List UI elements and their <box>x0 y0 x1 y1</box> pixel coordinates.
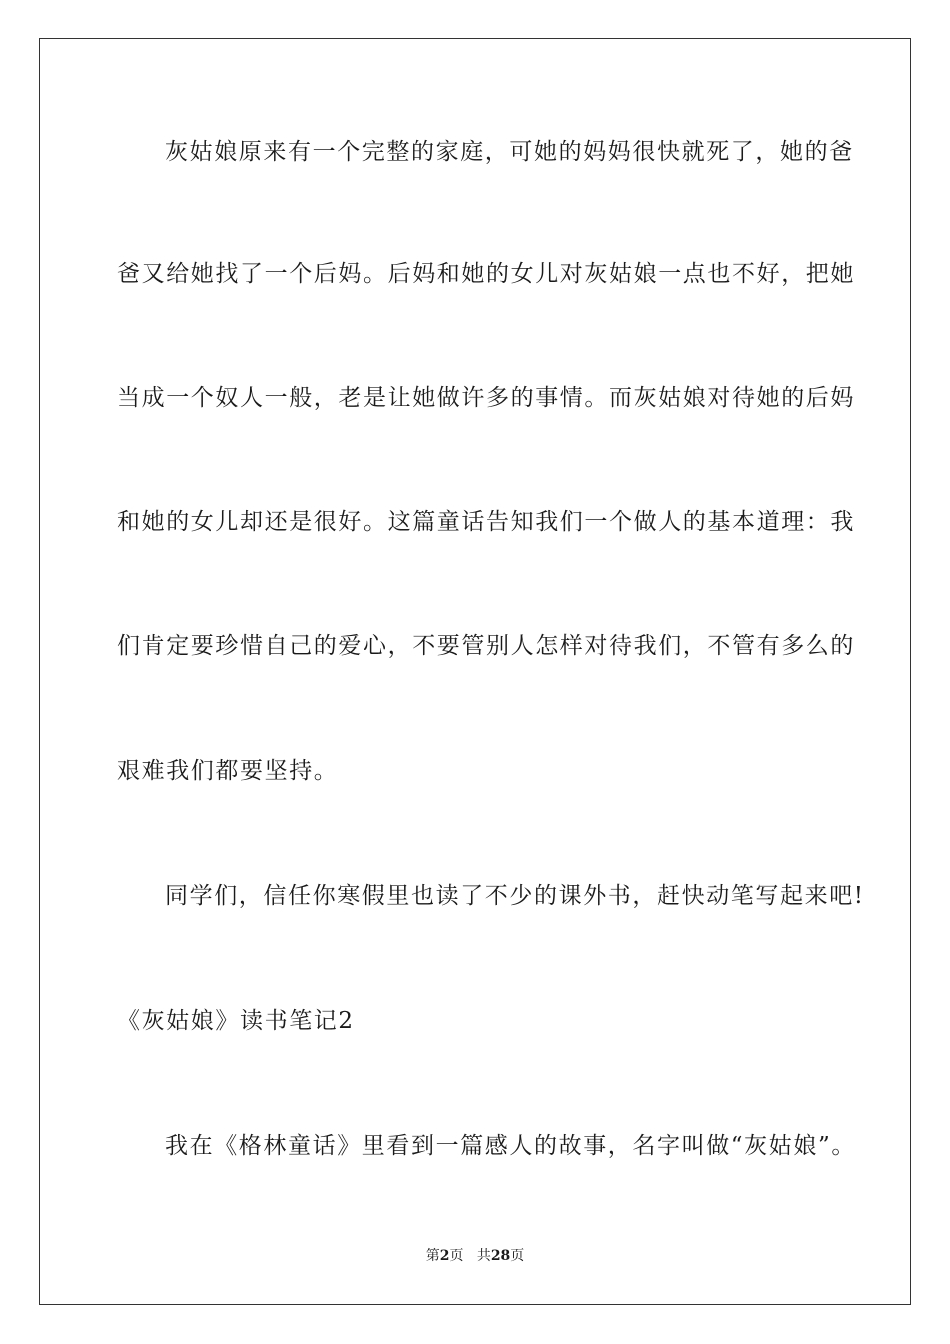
paragraph-line-4: 和她的女儿却还是很好。这篇童话告知我们一个做人的基本道理：我 <box>117 509 855 535</box>
paragraph-line-1: 灰姑娘原来有一个完整的家庭，可她的妈妈很快就死了，她的爸 <box>165 139 854 165</box>
total-suffix: 页 <box>510 1248 525 1264</box>
paragraph-line-9: 我在《格林童话》里看到一篇感人的故事，名字叫做“灰姑娘”。 <box>165 1133 856 1159</box>
paragraph-line-6: 艰难我们都要坚持。 <box>117 758 339 784</box>
paragraph-line-2: 爸又给她找了一个后妈。后妈和她的女儿对灰姑娘一点也不好，把她 <box>117 261 855 287</box>
current-page-number: 2 <box>439 1248 450 1264</box>
page-suffix: 页 <box>449 1248 464 1264</box>
section-heading: 《灰姑娘》读书笔记2 <box>117 1008 355 1034</box>
paragraph-line-5: 们肯定要珍惜自己的爱心，不要管别人怎样对待我们，不管有多么的 <box>117 633 855 659</box>
page-footer <box>0 1247 950 1265</box>
page-prefix: 第 <box>425 1248 440 1264</box>
paragraph-line-7: 同学们，信任你寒假里也读了不少的课外书，赶快动笔写起来吧! <box>165 883 865 909</box>
total-prefix: 共 <box>476 1248 491 1264</box>
total-page-count: 28 <box>490 1248 511 1264</box>
paragraph-line-3: 当成一个奴人一般，老是让她做许多的事情。而灰姑娘对待她的后妈 <box>117 385 855 411</box>
page-border <box>39 38 911 1305</box>
